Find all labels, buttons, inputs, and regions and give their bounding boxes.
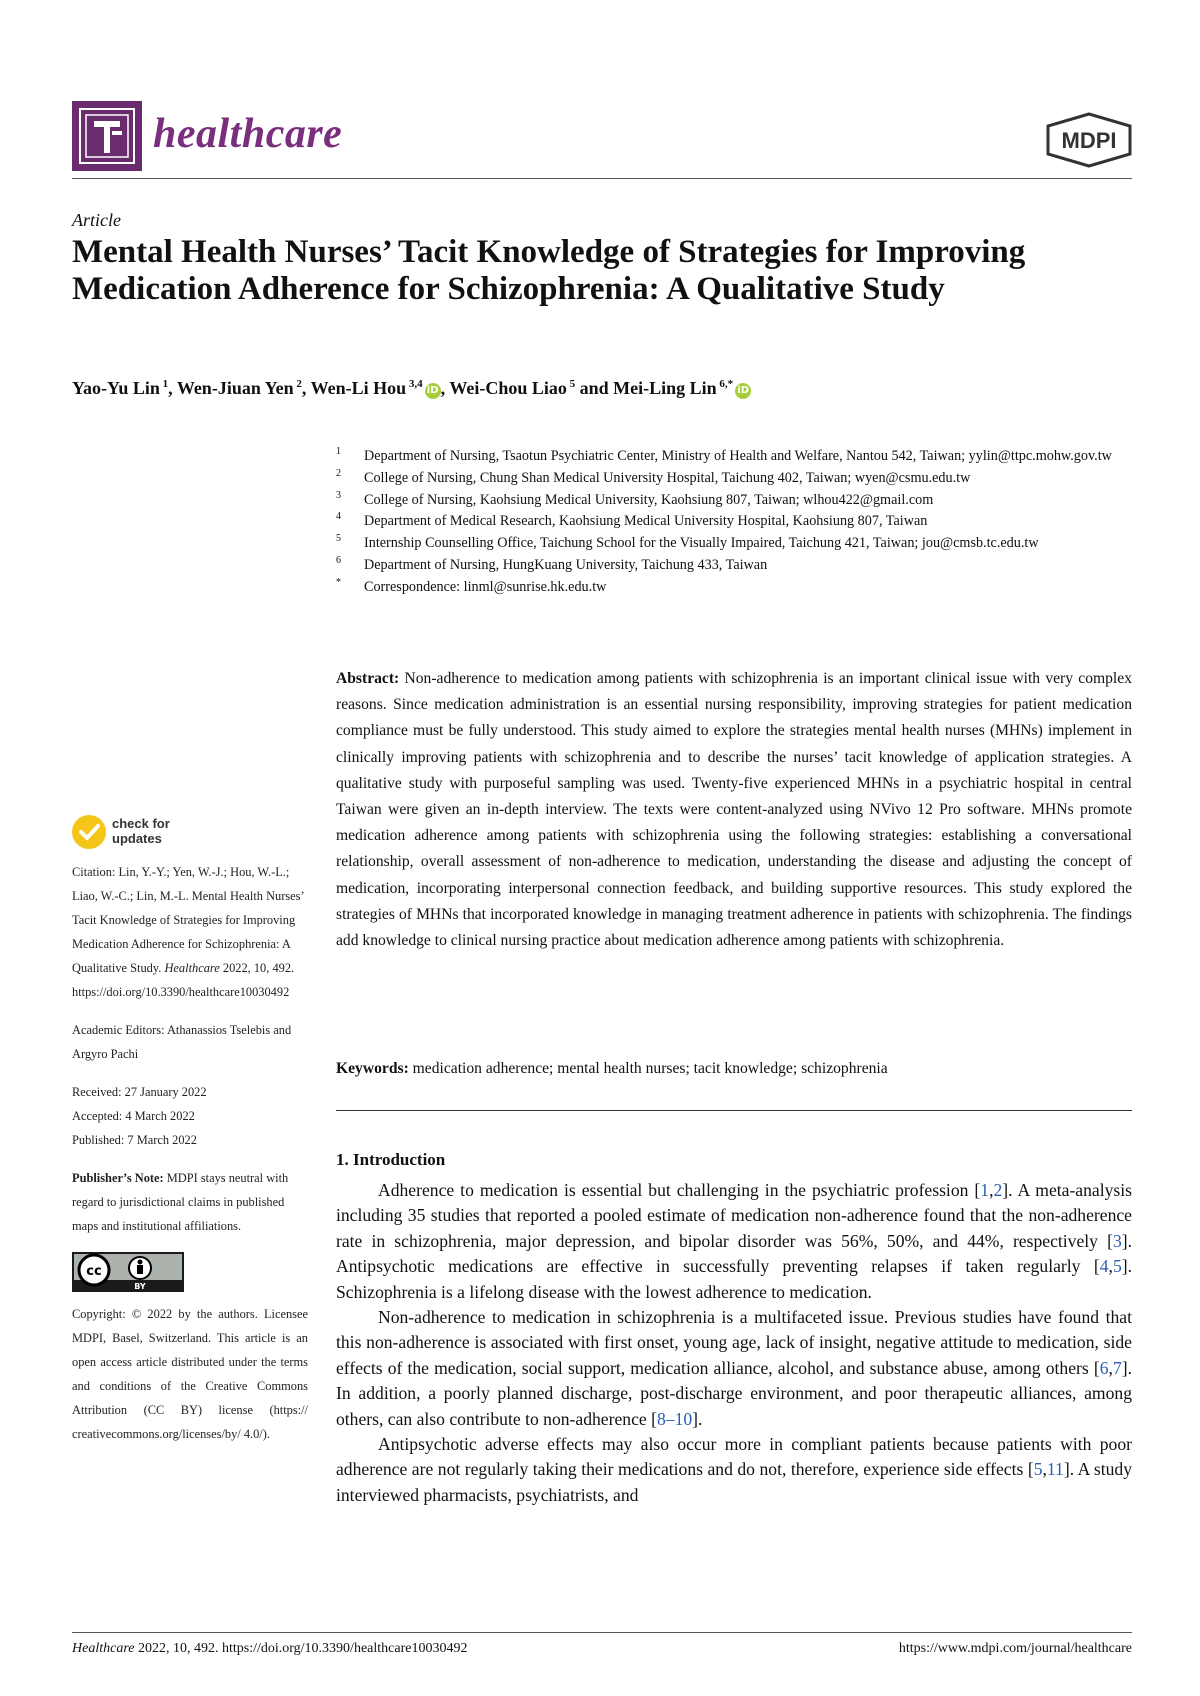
article-title: Mental Health Nurses’ Tacit Knowledge of Strategies for Improving Medication Adherence for Schizophrenia: A Qualitative Study: [72, 234, 1026, 307]
affiliation-item: [336, 511, 1136, 533]
affiliation-number: 2: [336, 467, 341, 479]
body-text: Antipsychotic adverse effects may also occur more in compliant patients because patients with poor adherence are not regularly taking their medications and do not, therefore, experience side effects [: [336, 1434, 1132, 1480]
affiliation-number: 3: [336, 489, 341, 501]
affiliation-item: [336, 577, 1136, 599]
check-updates-label: [112, 816, 170, 846]
author-affiliation-sup: 6,*: [716, 378, 734, 390]
abstract-divider: [336, 1110, 1132, 1111]
affiliation-text: Department of Medical Research, Kaohsiung Medical University Hospital, Kaohsiung 807, Taiwan: [364, 513, 928, 530]
check-updates-icon: [72, 815, 106, 849]
author-name: Wen-Jiuan Yen: [176, 378, 294, 398]
footer-citation-text[interactable]: 2022, 10, 492. https://doi.org/10.3390/healthcare10030492: [137, 1641, 468, 1656]
affiliation-text: Department of Nursing, Tsaotun Psychiatric Center, Ministry of Health and Welfare, Nantou 542, Taiwan; yylin@ttpc.mohw.gov.tw: [364, 448, 1112, 464]
abstract: [336, 666, 1132, 954]
body-text: ,: [1108, 1357, 1113, 1378]
citation-link[interactable]: 7: [1112, 1357, 1122, 1378]
citation-link[interactable]: 2: [993, 1180, 1003, 1200]
publisher-logo-icon: [1046, 112, 1132, 168]
body-text: ,: [1108, 1256, 1113, 1277]
author-list: [72, 378, 751, 399]
body-text: ]. A meta-analysis including 35 studies that reported a pooled estimate of medication non-adherence found that the non-adherence rate in schizophrenia, major depression, and bipolar disorder was 56%, 50%, and 44%, respectively [: [336, 1180, 1132, 1251]
published-date: Published: 7 March 2022: [72, 1133, 197, 1147]
check-updates-line2: updates: [112, 831, 162, 846]
header-divider: [72, 178, 1132, 179]
dates-block: [72, 1080, 308, 1152]
footer-journal: Healthcare: [72, 1641, 135, 1656]
body-text: ,: [1042, 1459, 1047, 1480]
citation-suffix[interactable]: 2022, 10, 492. https://doi.org/10.3390/healthcare10030492: [72, 961, 295, 999]
section-heading: 1. Introduction: [336, 1150, 446, 1169]
check-updates-line1: check for: [112, 816, 170, 831]
affiliation-item: [336, 555, 1136, 577]
publishers-note: [72, 1166, 308, 1238]
affiliation-number: *: [336, 576, 341, 588]
affiliation-number: 6: [336, 554, 341, 566]
body-text: ].: [692, 1408, 703, 1429]
citation-link[interactable]: 5: [1112, 1256, 1122, 1277]
citation-link[interactable]: 11: [1046, 1459, 1064, 1480]
body-text: ,: [989, 1180, 994, 1200]
svg-text:cc: cc: [86, 1264, 102, 1279]
keywords: [336, 1060, 1132, 1078]
keywords-text: medication adherence; mental health nurses; tacit knowledge; schizophrenia: [412, 1060, 888, 1077]
author-affiliation-sup: 1: [159, 378, 169, 390]
affiliation-item: [336, 468, 1136, 490]
author-separator: ,: [301, 378, 311, 398]
citation-link[interactable]: 3: [1112, 1230, 1122, 1251]
author-name: Wen-Li Hou: [310, 378, 407, 398]
check-for-updates-button[interactable]: [72, 815, 212, 851]
cc-by-license-icon[interactable]: [72, 1252, 184, 1292]
author-affiliation-sup: 3,4: [406, 378, 423, 390]
abstract-label: Abstract:: [336, 670, 400, 687]
author-separator: ,: [168, 378, 177, 398]
affiliation-number: 4: [336, 511, 341, 523]
footer-divider: [72, 1632, 1132, 1633]
author-separator: and: [575, 378, 614, 398]
affiliation-item: [336, 490, 1136, 512]
journal-name: healthcare: [153, 111, 343, 157]
body-text: Adherence to medication is essential but challenging in the psychiatric profession [: [378, 1180, 981, 1200]
citation-link[interactable]: 5: [1033, 1459, 1043, 1480]
abstract-text: Non-adherence to medication among patients with schizophrenia is an important clinical issue with very complex reasons. Since medication administration is an essential nursing responsibility, improving strategies for patient medication compliance must be fully understood. This study aimed to explore the strategies mental health nurses (MHNs) implement in clinically improving patients with schizophrenia and to describe the nurses’ tacit knowledge of application strategies. A qualitative study with purposeful sampling was used. Twenty-five experienced MHNs in a psychiatric hospital in central Taiwan were given an in-depth interview. The texts were content-analyzed using NVivo 12 Pro software. MHNs promote medication adherence among patients with schizophrenia using the following strategies: establishing a conversational relationship, overall assessment of non-adherence to medication, understanding the disease and adjusting the concept of medication, incorporating interpersonal connection feedback, and building supportive resources. This study explored the strategies of MHNs that incorporated knowledge in managing treatment adherence in patients with schizophrenia. The findings add knowledge to clinical nursing practice about medication adherence among patients with schizophrenia.: [336, 670, 1132, 950]
body-text: ]. A study interviewed pharmacists, psychiatrists, and: [336, 1459, 1132, 1505]
body-paragraph-3: [336, 1432, 1132, 1508]
publisher-name: MDPI: [1061, 128, 1117, 153]
body-text: Non-adherence to medication in schizophrenia is a multifaceted issue. Previous studies have found that this non-adherence is associated with first onset, young age, lack of insight, negative attitude to medication, side effects of the medication, social support, medication alliance, alcohol, and substance abuse, among others [: [336, 1307, 1132, 1378]
body-text: ]. Schizophrenia is a lifelong disease with the lowest adherence to medication.: [336, 1256, 1132, 1302]
affiliation-number: 5: [336, 533, 341, 545]
keywords-label: Keywords:: [336, 1060, 409, 1077]
orcid-icon[interactable]: iD: [425, 383, 441, 399]
publishers-note-label: Publisher’s Note:: [72, 1171, 164, 1185]
affiliation-number: 1: [336, 446, 341, 457]
cc-label: BY: [134, 1282, 146, 1291]
author-affiliation-sup: 5: [566, 378, 576, 390]
orcid-icon[interactable]: iD: [735, 383, 751, 399]
received-date: Received: 27 January 2022: [72, 1085, 207, 1099]
body-paragraph-1: [336, 1178, 1132, 1305]
affiliation-text: College of Nursing, Chung Shan Medical University Hospital, Taichung 402, Taiwan; wyen@csmu.edu.tw: [364, 469, 971, 486]
citation-prefix: Citation: Lin, Y.-Y.; Yen, W.-J.; Hou, W.-L.; Liao, W.-C.; Lin, M.-L. Mental Health Nurses’ Tacit Knowledge of Strategies for Improving Medication Adherence for Schizophrenia: A Qualitative Study.: [72, 865, 304, 975]
citation-journal: Healthcare: [164, 961, 220, 975]
body-paragraph-2: [336, 1305, 1132, 1432]
author-name: Wei-Chou Liao: [449, 378, 567, 398]
journal-logo-icon: [72, 101, 142, 171]
affiliation-text: Correspondence: linml@sunrise.hk.edu.tw: [364, 578, 607, 595]
footer-citation: [72, 1641, 467, 1657]
body-text: ]. In addition, a poorly planned discharge, post-discharge environment, and poor therapeutic alliances, among others, can also contribute to non-adherence [: [336, 1357, 1132, 1429]
citation-block: [72, 860, 308, 1004]
academic-editors: Academic Editors: Athanassios Tselebis and Argyro Pachi: [72, 1023, 292, 1061]
author-name: Yao-Yu Lin: [72, 378, 160, 398]
citation-link[interactable]: 6: [1099, 1357, 1109, 1378]
affiliation-text: Department of Nursing, HungKuang University, Taichung 433, Taiwan: [364, 556, 768, 573]
author-name: Mei-Ling Lin: [613, 378, 717, 398]
footer-url[interactable]: https://www.mdpi.com/journal/healthcare: [898, 1641, 1132, 1656]
article-type: Article: [72, 210, 121, 230]
affiliation-text: Internship Counselling Office, Taichung School for the Visually Impaired, Taichung 421, Taiwan; jou@cmsb.tc.edu.tw: [364, 535, 1039, 552]
article-body: [336, 1150, 1132, 1508]
affiliation-item: [336, 446, 1136, 468]
sidebar: [72, 860, 308, 1446]
body-text: ]. Antipsychotic medications are effective in successfully preventing relapses if taken regularly [: [336, 1230, 1132, 1277]
copyright-notice: Copyright: © 2022 by the authors. Licensee MDPI, Basel, Switzerland. This article is an open access article distributed under the terms and conditions of the Creative Commons Attribution (CC BY) license (https:// creativecommons.org/licenses/by/ 4.0/).: [72, 1307, 308, 1441]
author-separator: ,: [440, 378, 450, 398]
affiliation-item: [336, 533, 1136, 555]
citation-link[interactable]: 4: [1099, 1256, 1109, 1277]
publishers-note-text: MDPI stays neutral with regard to jurisdictional claims in published maps and institutional affiliations.: [72, 1171, 289, 1233]
affiliation-list: [336, 446, 1136, 599]
citation-link[interactable]: 8–10: [656, 1408, 693, 1429]
affiliation-text: College of Nursing, Kaohsiung Medical University, Kaohsiung 807, Taiwan; wlhou422@gmail.com: [364, 491, 934, 508]
author-affiliation-sup: 2: [293, 378, 302, 390]
citation-link[interactable]: 1: [980, 1180, 990, 1200]
accepted-date: Accepted: 4 March 2022: [72, 1109, 195, 1123]
